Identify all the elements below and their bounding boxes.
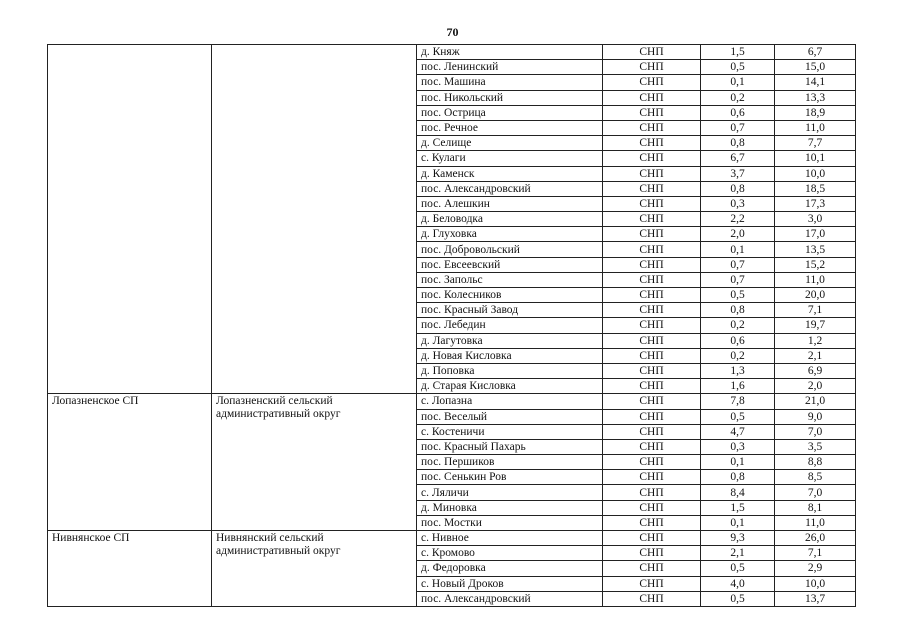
value-a-cell: 0,3 xyxy=(701,439,775,454)
type-cell: СНП xyxy=(603,303,701,318)
type-cell: СНП xyxy=(603,212,701,227)
locality-cell: д. Новая Кисловка xyxy=(417,348,603,363)
value-a-cell: 0,5 xyxy=(701,288,775,303)
value-b-cell: 8,1 xyxy=(775,500,856,515)
locality-cell: пос. Ленинский xyxy=(417,60,603,75)
value-b-cell: 7,0 xyxy=(775,485,856,500)
value-a-cell: 0,6 xyxy=(701,333,775,348)
value-a-cell: 1,5 xyxy=(701,500,775,515)
type-cell: СНП xyxy=(603,455,701,470)
page-number: 70 xyxy=(446,25,459,39)
value-a-cell: 1,3 xyxy=(701,363,775,378)
value-a-cell: 1,6 xyxy=(701,379,775,394)
value-a-cell: 0,6 xyxy=(701,105,775,120)
type-cell: СНП xyxy=(603,500,701,515)
value-b-cell: 10,0 xyxy=(775,166,856,181)
value-b-cell: 7,1 xyxy=(775,546,856,561)
value-a-cell: 0,7 xyxy=(701,272,775,287)
value-b-cell: 3,0 xyxy=(775,212,856,227)
value-b-cell: 10,0 xyxy=(775,576,856,591)
value-a-cell: 2,0 xyxy=(701,227,775,242)
value-b-cell: 17,0 xyxy=(775,227,856,242)
table-row xyxy=(48,45,856,60)
value-b-cell: 26,0 xyxy=(775,531,856,546)
locality-cell: с. Новый Дроков xyxy=(417,576,603,591)
type-cell: СНП xyxy=(603,75,701,90)
type-cell: СНП xyxy=(603,546,701,561)
type-cell: СНП xyxy=(603,45,701,60)
value-b-cell: 7,0 xyxy=(775,424,856,439)
locality-cell: пос. Красный Завод xyxy=(417,303,603,318)
value-a-cell: 6,7 xyxy=(701,151,775,166)
type-cell: СНП xyxy=(603,485,701,500)
value-a-cell: 3,7 xyxy=(701,166,775,181)
type-cell: СНП xyxy=(603,424,701,439)
type-cell: СНП xyxy=(603,90,701,105)
type-cell: СНП xyxy=(603,288,701,303)
value-a-cell: 0,2 xyxy=(701,348,775,363)
locality-cell: д. Поповка xyxy=(417,363,603,378)
type-cell: СНП xyxy=(603,120,701,135)
type-cell: СНП xyxy=(603,105,701,120)
value-a-cell: 0,1 xyxy=(701,455,775,470)
value-b-cell: 20,0 xyxy=(775,288,856,303)
value-b-cell: 11,0 xyxy=(775,120,856,135)
locality-cell: д. Федоровка xyxy=(417,561,603,576)
value-a-cell: 1,5 xyxy=(701,45,775,60)
value-a-cell: 0,8 xyxy=(701,181,775,196)
value-a-cell: 7,8 xyxy=(701,394,775,409)
type-cell: СНП xyxy=(603,394,701,409)
value-b-cell: 8,5 xyxy=(775,470,856,485)
locality-cell: с. Кромово xyxy=(417,546,603,561)
value-b-cell: 13,3 xyxy=(775,90,856,105)
value-b-cell: 18,5 xyxy=(775,181,856,196)
type-cell: СНП xyxy=(603,333,701,348)
type-cell: СНП xyxy=(603,136,701,151)
locality-cell: пос. Веселый xyxy=(417,409,603,424)
value-b-cell: 1,2 xyxy=(775,333,856,348)
locality-cell: пос. Речное xyxy=(417,120,603,135)
value-a-cell: 0,5 xyxy=(701,409,775,424)
locality-cell: пос. Запольс xyxy=(417,272,603,287)
type-cell: СНП xyxy=(603,227,701,242)
type-cell: СНП xyxy=(603,318,701,333)
type-cell: СНП xyxy=(603,60,701,75)
value-b-cell: 2,0 xyxy=(775,379,856,394)
value-a-cell: 0,1 xyxy=(701,515,775,530)
locality-cell: с. Костеничи xyxy=(417,424,603,439)
locality-cell: пос. Острица xyxy=(417,105,603,120)
value-b-cell: 2,1 xyxy=(775,348,856,363)
table-row xyxy=(48,394,856,409)
locality-cell: д. Княж xyxy=(417,45,603,60)
locality-cell: пос. Колесников xyxy=(417,288,603,303)
district-cell: Нивнянский сельский административный округ xyxy=(212,531,417,607)
value-a-cell: 4,0 xyxy=(701,576,775,591)
type-cell: СНП xyxy=(603,591,701,606)
value-a-cell: 4,7 xyxy=(701,424,775,439)
locality-cell: пос. Сенькин Ров xyxy=(417,470,603,485)
value-b-cell: 7,1 xyxy=(775,303,856,318)
district-cell xyxy=(212,45,417,394)
type-cell: СНП xyxy=(603,348,701,363)
value-a-cell: 0,2 xyxy=(701,90,775,105)
locality-cell: д. Глуховка xyxy=(417,227,603,242)
value-b-cell: 13,5 xyxy=(775,242,856,257)
value-a-cell: 0,5 xyxy=(701,591,775,606)
locality-cell: пос. Першиков xyxy=(417,455,603,470)
locality-cell: пос. Машина xyxy=(417,75,603,90)
value-a-cell: 0,2 xyxy=(701,318,775,333)
type-cell: СНП xyxy=(603,379,701,394)
locality-cell: д. Беловодка xyxy=(417,212,603,227)
value-a-cell: 0,5 xyxy=(701,561,775,576)
value-b-cell: 18,9 xyxy=(775,105,856,120)
district-cell: Лопазненский сельский административный округ xyxy=(212,394,417,531)
value-b-cell: 9,0 xyxy=(775,409,856,424)
value-b-cell: 13,7 xyxy=(775,591,856,606)
value-b-cell: 6,9 xyxy=(775,363,856,378)
locality-cell: с. Ляличи xyxy=(417,485,603,500)
locality-cell: пос. Красный Пахарь xyxy=(417,439,603,454)
value-b-cell: 3,5 xyxy=(775,439,856,454)
value-b-cell: 17,3 xyxy=(775,196,856,211)
value-a-cell: 0,8 xyxy=(701,136,775,151)
locality-cell: д. Старая Кисловка xyxy=(417,379,603,394)
value-b-cell: 15,0 xyxy=(775,60,856,75)
value-b-cell: 19,7 xyxy=(775,318,856,333)
value-a-cell: 0,8 xyxy=(701,470,775,485)
locality-cell: д. Каменск xyxy=(417,166,603,181)
value-a-cell: 2,2 xyxy=(701,212,775,227)
value-b-cell: 11,0 xyxy=(775,515,856,530)
value-b-cell: 11,0 xyxy=(775,272,856,287)
value-b-cell: 7,7 xyxy=(775,136,856,151)
locality-cell: с. Лопазна xyxy=(417,394,603,409)
type-cell: СНП xyxy=(603,166,701,181)
value-a-cell: 8,4 xyxy=(701,485,775,500)
value-b-cell: 21,0 xyxy=(775,394,856,409)
settlements-table xyxy=(47,44,856,607)
type-cell: СНП xyxy=(603,515,701,530)
type-cell: СНП xyxy=(603,561,701,576)
locality-cell: пос. Добровольский xyxy=(417,242,603,257)
value-a-cell: 0,7 xyxy=(701,120,775,135)
locality-cell: пос. Александровский xyxy=(417,181,603,196)
value-a-cell: 0,8 xyxy=(701,303,775,318)
type-cell: СНП xyxy=(603,181,701,196)
locality-cell: пос. Алешкин xyxy=(417,196,603,211)
settlement-cell xyxy=(48,45,212,394)
value-b-cell: 6,7 xyxy=(775,45,856,60)
type-cell: СНП xyxy=(603,531,701,546)
type-cell: СНП xyxy=(603,439,701,454)
type-cell: СНП xyxy=(603,409,701,424)
value-a-cell: 0,3 xyxy=(701,196,775,211)
value-b-cell: 15,2 xyxy=(775,257,856,272)
locality-cell: д. Селище xyxy=(417,136,603,151)
value-b-cell: 8,8 xyxy=(775,455,856,470)
locality-cell: пос. Мостки xyxy=(417,515,603,530)
locality-cell: пос. Лебедин xyxy=(417,318,603,333)
type-cell: СНП xyxy=(603,196,701,211)
type-cell: СНП xyxy=(603,470,701,485)
value-a-cell: 0,5 xyxy=(701,60,775,75)
value-a-cell: 0,7 xyxy=(701,257,775,272)
locality-cell: с. Нивное xyxy=(417,531,603,546)
locality-cell: с. Кулаги xyxy=(417,151,603,166)
settlement-cell: Лопазненское СП xyxy=(48,394,212,531)
locality-cell: д. Миновка xyxy=(417,500,603,515)
value-b-cell: 14,1 xyxy=(775,75,856,90)
value-a-cell: 0,1 xyxy=(701,242,775,257)
value-a-cell: 2,1 xyxy=(701,546,775,561)
locality-cell: д. Лагутовка xyxy=(417,333,603,348)
settlement-cell: Нивнянское СП xyxy=(48,531,212,607)
type-cell: СНП xyxy=(603,363,701,378)
type-cell: СНП xyxy=(603,151,701,166)
type-cell: СНП xyxy=(603,242,701,257)
type-cell: СНП xyxy=(603,576,701,591)
value-b-cell: 2,9 xyxy=(775,561,856,576)
type-cell: СНП xyxy=(603,257,701,272)
type-cell: СНП xyxy=(603,272,701,287)
table-row xyxy=(48,531,856,546)
locality-cell: пос. Александровский xyxy=(417,591,603,606)
locality-cell: пос. Евсеевский xyxy=(417,257,603,272)
value-a-cell: 9,3 xyxy=(701,531,775,546)
locality-cell: пос. Никольский xyxy=(417,90,603,105)
value-a-cell: 0,1 xyxy=(701,75,775,90)
value-b-cell: 10,1 xyxy=(775,151,856,166)
